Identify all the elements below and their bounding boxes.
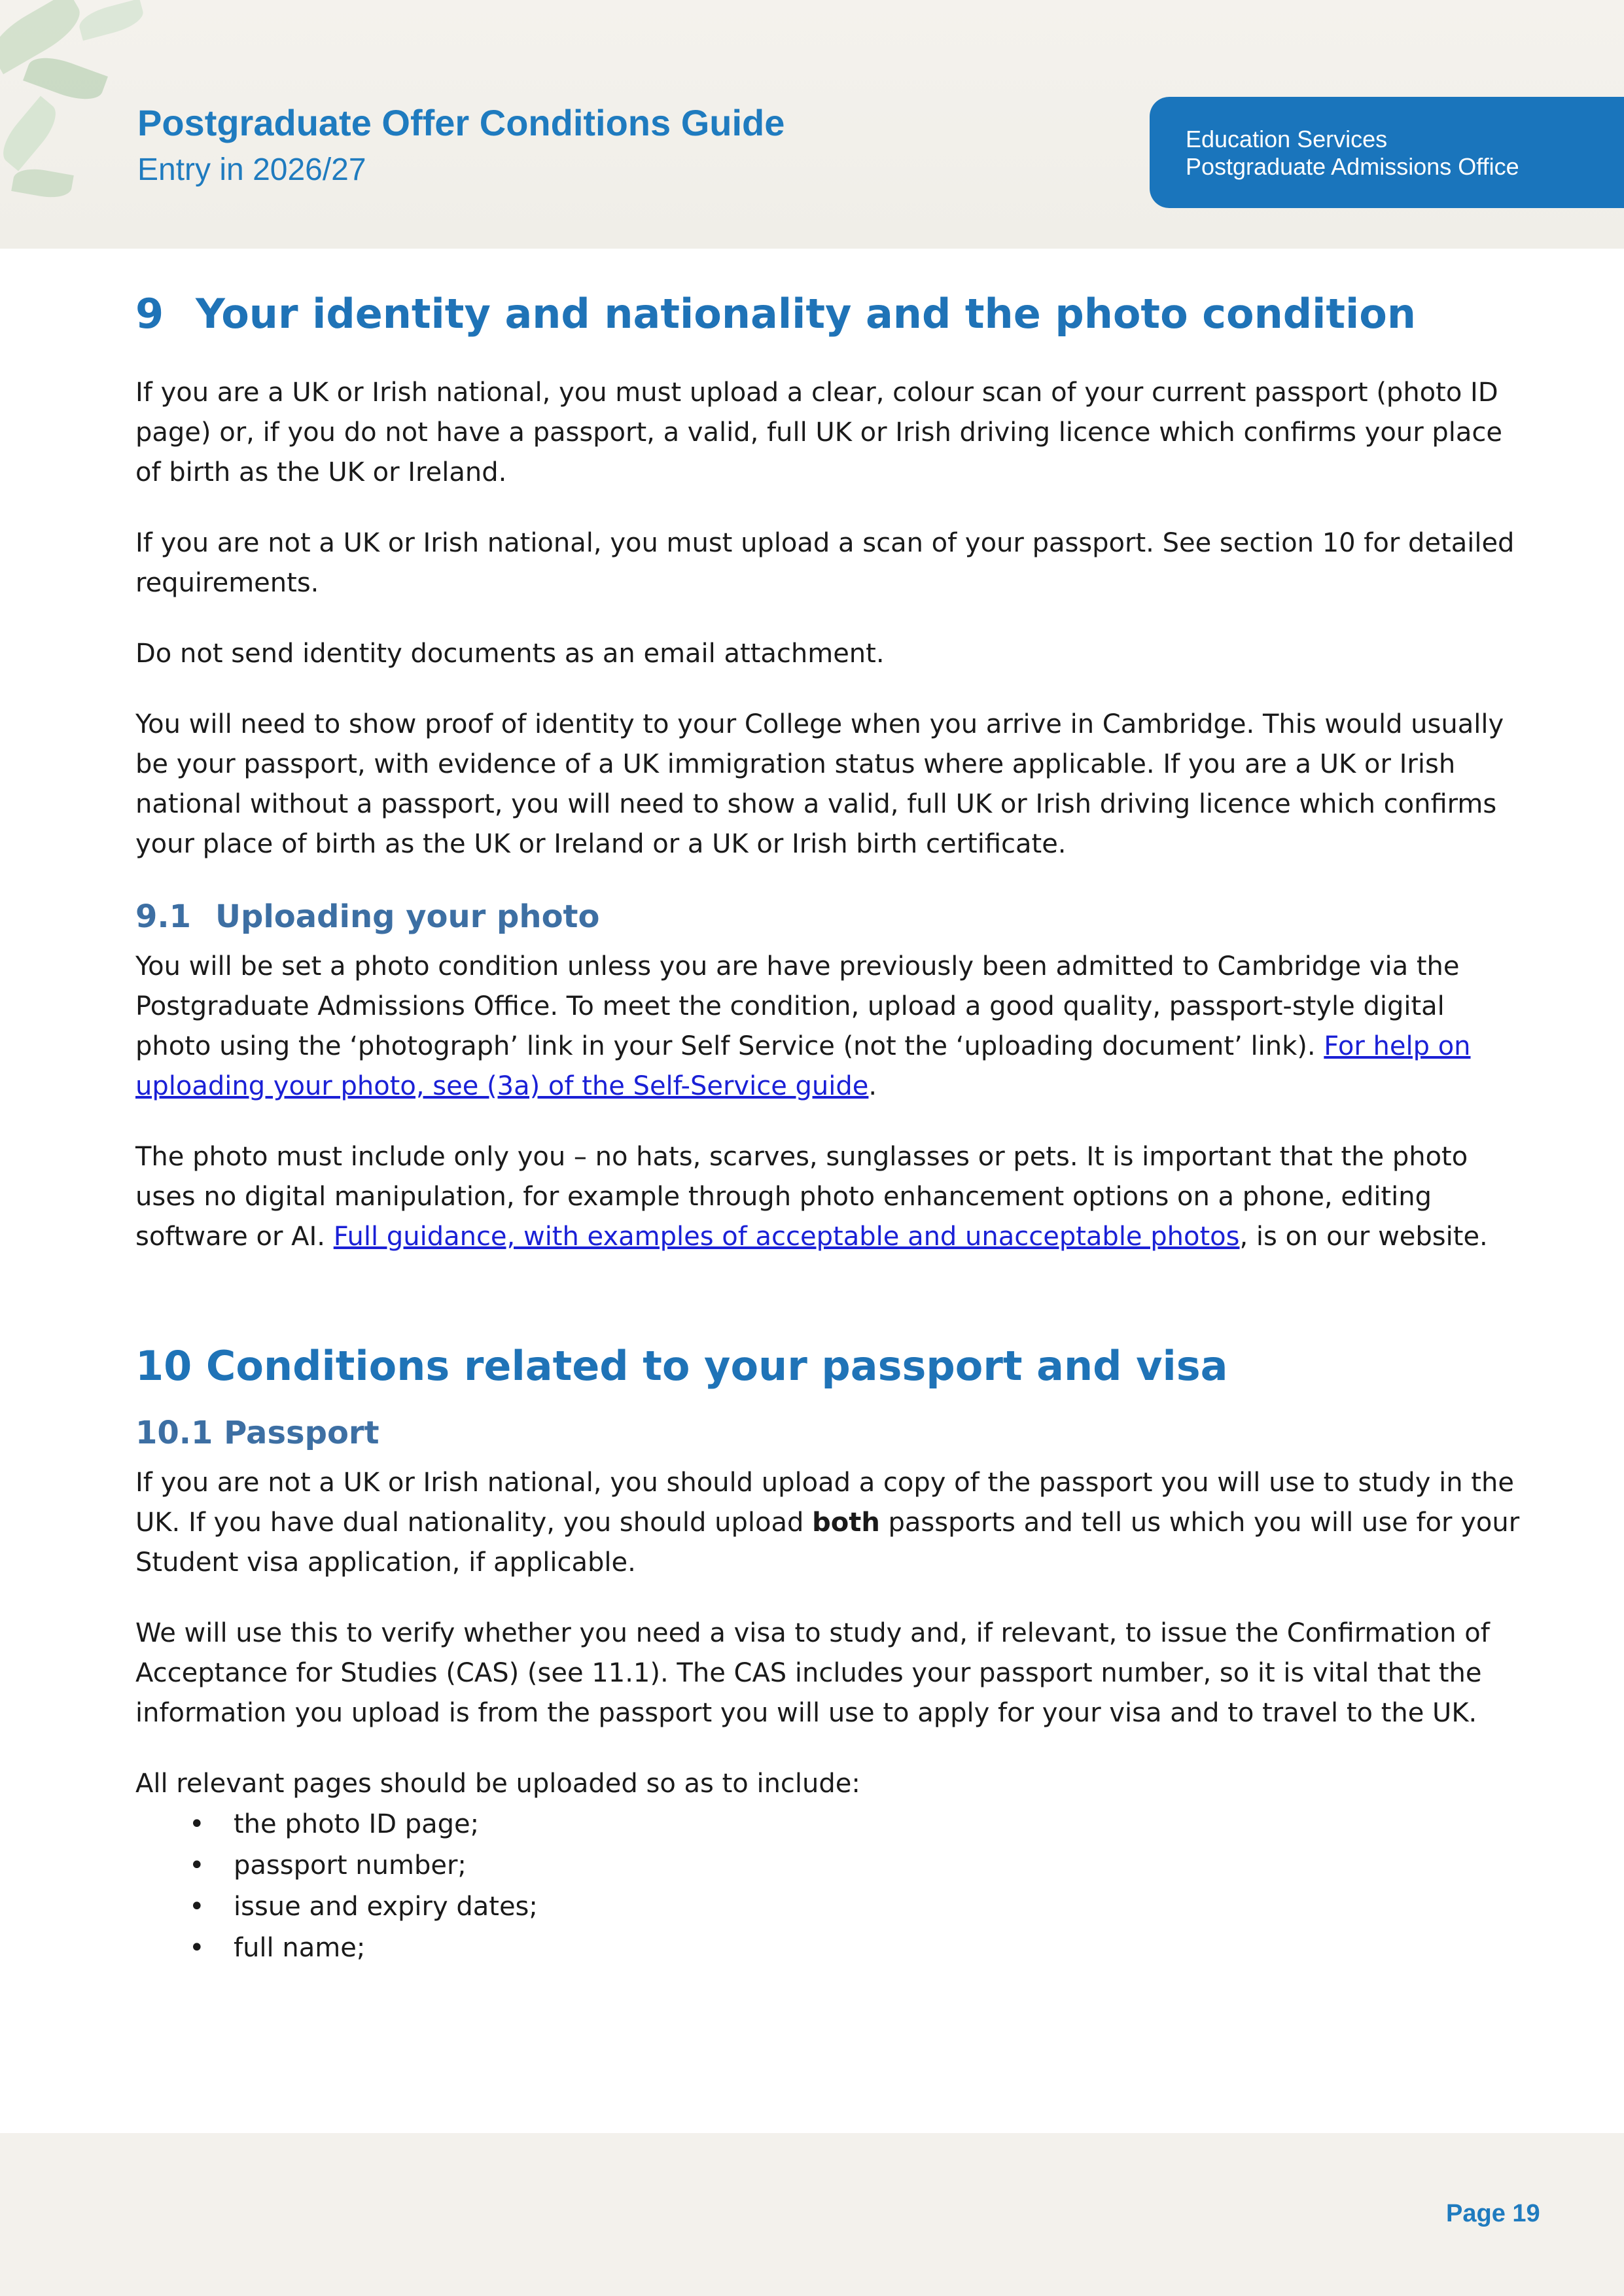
department-name: Education Services (1186, 126, 1388, 152)
paragraph-text: , is on our website. (1239, 1222, 1488, 1252)
page-number: Page 19 (1446, 2200, 1540, 2227)
leaf-decoration (11, 165, 74, 201)
paragraph (135, 947, 1523, 1106)
bold-text: both (812, 1508, 880, 1538)
section-number: 9 (135, 290, 164, 338)
section-title: Conditions related to your passport and visa (205, 1342, 1228, 1390)
list-item (135, 1804, 1523, 1845)
paragraph-text: . (868, 1071, 877, 1101)
footer-band (0, 2133, 1624, 2296)
section-10-heading (135, 1340, 1523, 1392)
bullet-icon: • (189, 1850, 205, 1881)
paragraph-text: If you are not a UK or Irish national, you should upload a copy of the passport you will use to study in the UK. If you have dual nationality, you should upload (135, 1468, 1514, 1538)
paragraph-text: You will be set a photo condition unless you are have previously been admitted to Cambridge via the Postgraduate Admissions Office. To meet the condition, upload a good quality, passport-style digital photo using the ‘photograph’ link in your Self Service (not the ‘uploading document’ link). (135, 951, 1460, 1061)
section-number: 10 (135, 1342, 192, 1390)
list-item-text: full name; (234, 1933, 366, 1963)
leaf-decoration (23, 50, 108, 107)
paragraph (135, 1137, 1523, 1257)
page-content (135, 275, 1523, 1969)
section-title: Your identity and nationality and the photo condition (196, 290, 1416, 338)
paragraph: If you are not a UK or Irish national, you must upload a scan of your passport. See section 10 for detailed requirements. (135, 528, 1515, 598)
photo-guidance-link[interactable]: Full guidance, with examples of acceptable and unacceptable photos (333, 1222, 1240, 1252)
section-10-1-heading (135, 1412, 1523, 1454)
paragraph-text: passports and tell us which you will use for your Student visa application, if applicable. (135, 1508, 1520, 1578)
passport-requirements-list (135, 1804, 1523, 1969)
paragraph: If you are a UK or Irish national, you must upload a clear, colour scan of your current passport (photo ID page) or, if you do not have a passport, a valid, full UK or Irish driving licence which confirms your place of birth as the UK or Ireland. (135, 378, 1503, 487)
document-subtitle: Entry in 2026/27 (137, 152, 366, 187)
department-box (1150, 97, 1624, 208)
paragraph (135, 1463, 1523, 1583)
spacer (135, 1288, 1523, 1327)
paragraph: We will use this to verify whether you need a visa to study and, if relevant, to issue the Confirmation of Acceptance for Studies (CAS) (see 11.1). The CAS includes your passport number, so it is vital that the information you upload is from the passport you will use to apply for your visa and to travel to the UK. (135, 1618, 1490, 1728)
paragraph-text: The photo must include only you – no hats, scarves, sunglasses or pets. It is important that the photo uses no digital manipulation, for example through photo enhancement options on a phone, editing software or AI. (135, 1142, 1468, 1252)
bullet-icon: • (189, 1933, 205, 1963)
leaf-decoration (77, 0, 147, 41)
subsection-number: 10.1 (135, 1415, 213, 1451)
document-title: Postgraduate Offer Conditions Guide (137, 102, 785, 143)
list-item-text: passport number; (234, 1850, 467, 1881)
subsection-title: Passport (224, 1415, 380, 1451)
subsection-number: 9.1 (135, 898, 192, 935)
bullet-icon: • (189, 1892, 205, 1922)
paragraph: You will need to show proof of identity to your College when you arrive in Cambridge. This would usually be your passport, with evidence of a UK immigration status where applicable. If you are a UK or Irish national without a passport, you will need to show a valid, full UK or Irish driving licence which confirms your place of birth as the UK or Ireland or a UK or Irish birth certificate. (135, 709, 1504, 859)
self-service-guide-link[interactable]: For help on uploading your photo, see (3a) of the Self-Service guide (135, 1031, 1471, 1101)
office-name: Postgraduate Admissions Office (1186, 153, 1519, 180)
section-9-heading (135, 288, 1523, 340)
list-item-text: issue and expiry dates; (234, 1892, 538, 1922)
bullet-icon: • (189, 1809, 205, 1839)
list-item-text: the photo ID page; (234, 1809, 480, 1839)
subsection-title: Uploading your photo (215, 898, 600, 935)
leaf-decoration (0, 96, 65, 171)
list-item (135, 1845, 1523, 1886)
section-9-1-heading (135, 896, 1523, 938)
list-item (135, 1886, 1523, 1928)
list-item (135, 1928, 1523, 1969)
paragraph: Do not send identity documents as an email attachment. (135, 639, 885, 669)
list-intro: All relevant pages should be uploaded so as to include: (135, 1769, 860, 1799)
